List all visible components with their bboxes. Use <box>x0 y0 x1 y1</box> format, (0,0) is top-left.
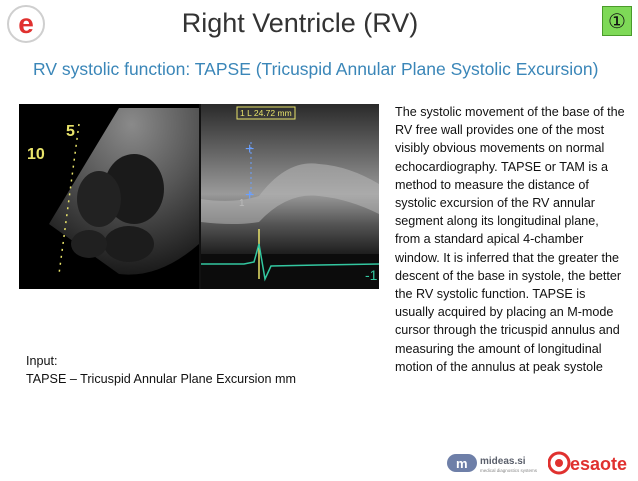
mideas-subtext: medical diagnostics systems <box>480 468 538 473</box>
esaote-logo-icon <box>548 448 632 476</box>
mideas-text: mideas.si <box>480 456 526 467</box>
esaote-text: esaote <box>570 454 628 474</box>
svg-text:e: e <box>18 8 34 39</box>
marker-minus-1: -1 <box>365 267 378 283</box>
marker-10: 10 <box>27 146 45 163</box>
cursor-bottom-icon: + <box>245 187 255 204</box>
measurement-label: 1 L 24.72 mm <box>240 108 292 118</box>
description-text: The systolic movement of the base of the RV free wall provides one of the most visibly obvious movements on normal echocardiography. TAPSE or TAM is a method to measure the distance of systolic excursion of the RV annular segment along its longitudinal plane, from a standard apical 4-chamber window. It is inferred that the greater the descent of the base in systole, the better the RV systolic function. TAPSE is usually acquired by placing an M-mode cursor through the tricuspid annulus and measuring the amount of longitudinal motion of the annulus at peak systole <box>395 105 625 374</box>
marker-1: 1 <box>239 198 245 209</box>
input-block <box>26 352 296 388</box>
echo-image <box>19 104 379 289</box>
m-mode-panel <box>201 104 379 289</box>
slide-number-badge <box>602 6 632 36</box>
badge-label: ① <box>608 10 626 33</box>
mideas-logo-icon <box>446 451 542 475</box>
input-label: Input: <box>26 354 58 368</box>
svg-text:m: m <box>456 456 468 471</box>
input-value: TAPSE – Tricuspid Annular Plane Excursion mm <box>26 372 296 386</box>
slide-subtitle: RV systolic function: TAPSE (Tricuspid Annular Plane Systolic Excursion) <box>33 59 599 79</box>
marker-5: 5 <box>66 123 75 140</box>
slide-title: Right Ventricle (RV) <box>181 8 419 38</box>
cursor-top-icon: + <box>245 141 255 158</box>
apical-4-chamber-view <box>27 108 199 275</box>
